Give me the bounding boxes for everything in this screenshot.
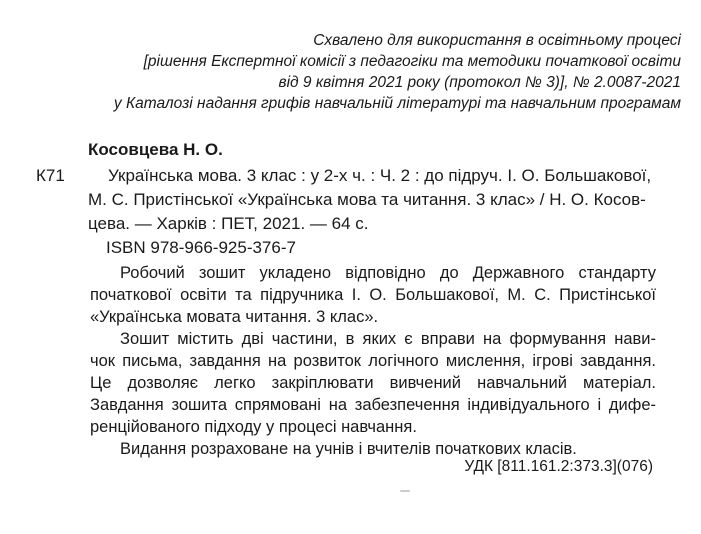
annotation-line: ренційованого підходу у процесі навчання. xyxy=(90,418,417,436)
approval-line: [рішення Експертної комісії з педагогіки та методики початкової освіти xyxy=(143,53,681,70)
approval-line: Схвалено для використання в освітньому процесі xyxy=(313,32,681,49)
udk-code: УДК [811.161.2:373.3](076) xyxy=(464,458,653,475)
annotation-line: Завдання зошита спрямовані на забезпечення індивідуального і дифе- xyxy=(90,396,656,414)
description-line: М. С. Пристінської «Українська мова та читання. 3 клас» / Н. О. Косов- xyxy=(88,190,646,209)
bibliographic-description xyxy=(88,164,660,236)
annotation-line: Зошит містить дві частини, в яких є вправи на формування нави- xyxy=(120,330,656,348)
annotation-line: Це дозволяє легко закріплювати вивчений навчальний матеріал. xyxy=(90,374,656,392)
annotation-line: початкової освіти та підручника І. О. Большакової, М. С. Пристінської xyxy=(90,286,656,304)
annotation-line: чок письма, завдання на розвиток логічного мислення, ігрові завдання. xyxy=(90,352,656,370)
catalog-index: К71 xyxy=(36,166,65,185)
annotation-line: Робочий зошит укладено відповідно до Державного стандарту xyxy=(120,264,656,282)
approval-notice xyxy=(114,30,681,114)
description-line: Українська мова. 3 клас : у 2-х ч. : Ч. 2 : до підруч. І. О. Большакової, xyxy=(108,166,652,185)
approval-line: від 9 квітня 2021 року (протокол № 3)], № 2.0087-2021 xyxy=(278,74,681,91)
annotation-line: Видання розраховане на учнів і вчителів початкових класів. xyxy=(120,440,577,458)
isbn: ISBN 978-966-925-376-7 xyxy=(106,238,296,257)
annotation-line: «Українська мовата читання. 3 клас». xyxy=(90,308,379,326)
approval-line: у Каталозі надання грифів навчальній літературі та навчальним програмам xyxy=(113,95,681,112)
scan-speck xyxy=(400,490,410,492)
annotation xyxy=(90,262,656,460)
description-line: цева. — Харків : ПЕТ, 2021. — 64 с. xyxy=(88,214,369,233)
author-name: Косовцева Н. О. xyxy=(88,140,223,159)
